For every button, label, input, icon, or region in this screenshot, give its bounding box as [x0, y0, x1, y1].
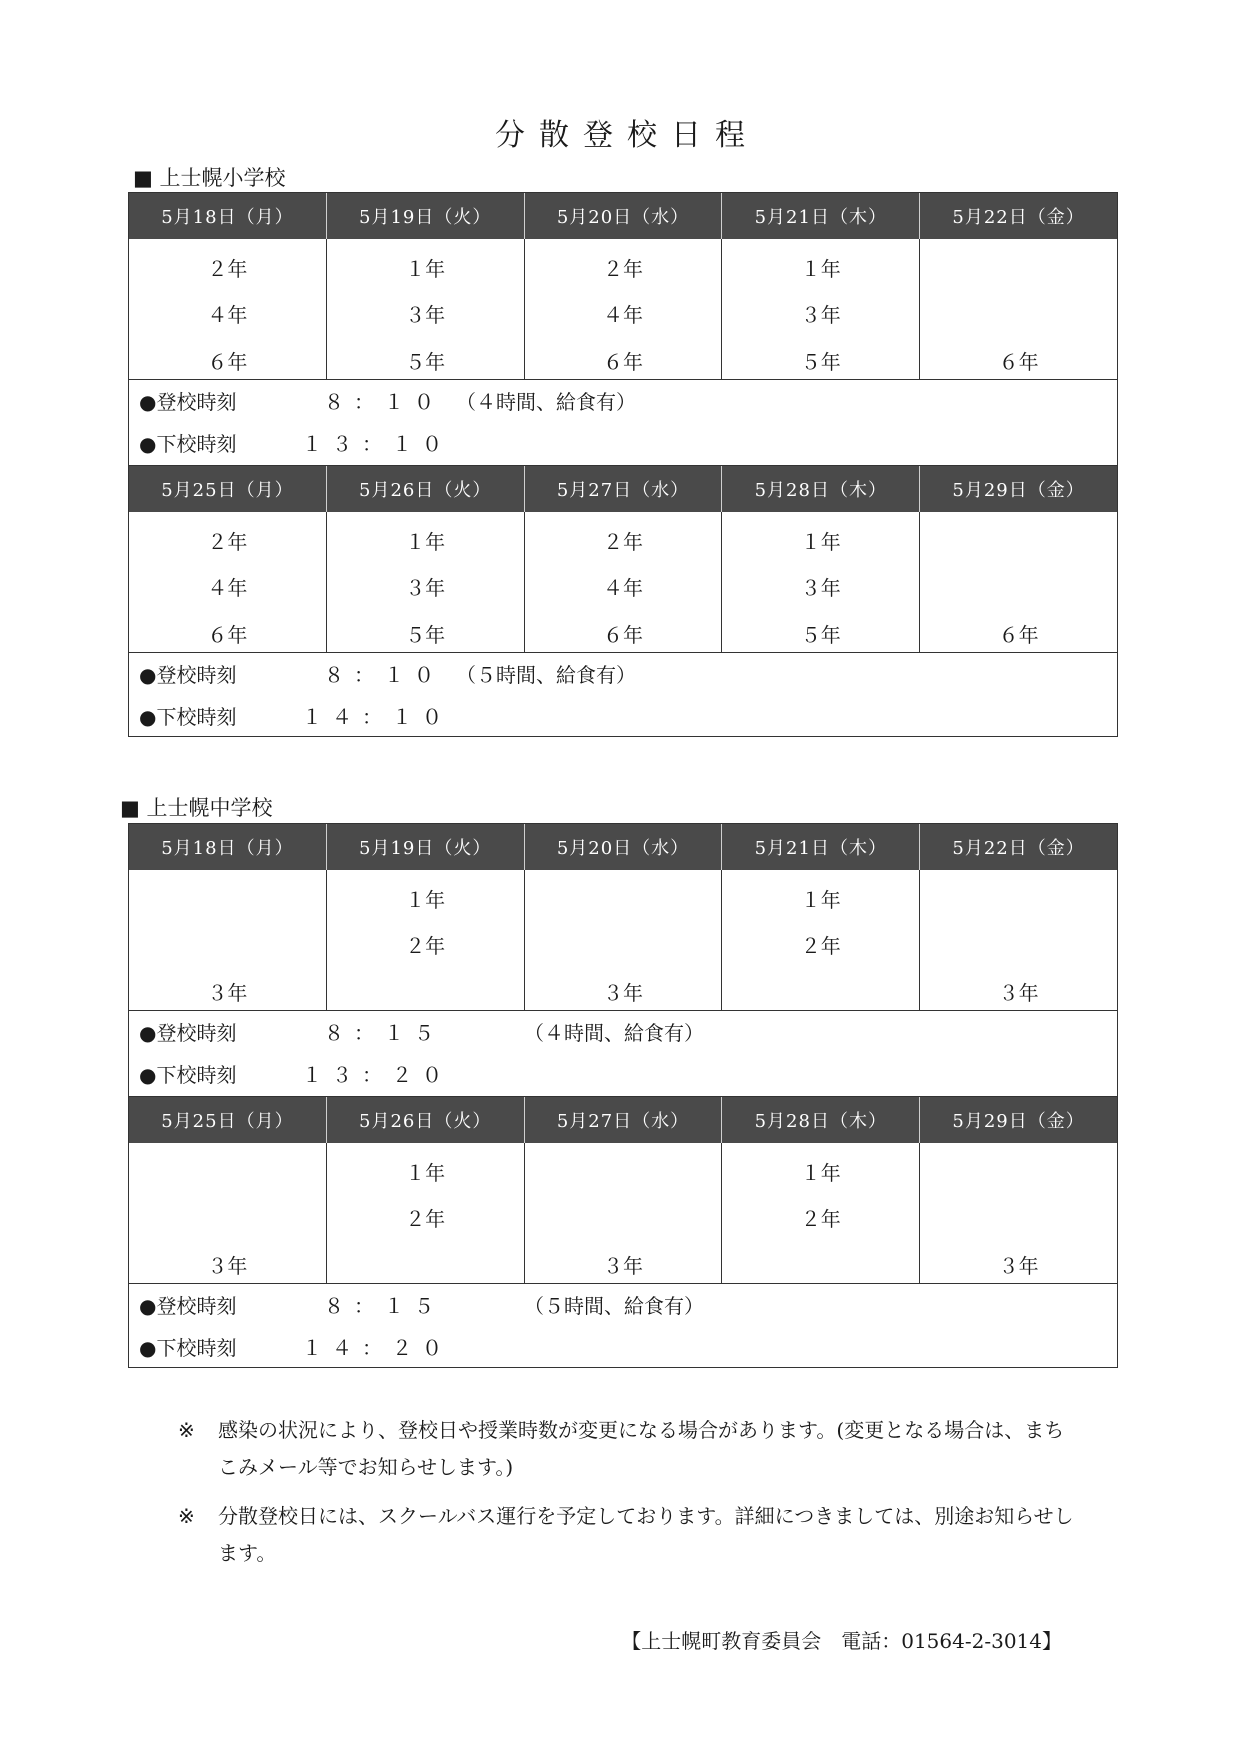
date-header-cell: 5月26日（火） — [327, 1097, 525, 1143]
grade-cell — [327, 239, 525, 379]
grade-label: ６年 — [998, 350, 1039, 374]
grade-row — [129, 239, 1117, 380]
grade-cell — [920, 1143, 1117, 1283]
grade-cell — [525, 870, 723, 1010]
date-header-cell: 5月22日（金） — [952, 838, 1085, 859]
grade-label: １年 — [800, 530, 841, 554]
dismissal-time: １３：１０ — [302, 432, 452, 456]
note-item — [178, 1412, 1078, 1486]
time-block — [129, 1284, 1117, 1367]
grade-label: ３年 — [207, 1254, 248, 1278]
arrival-note: （５時間、給食有） — [524, 1294, 704, 1318]
dismissal-label: ●下校時刻 — [139, 705, 237, 729]
grade-label: ５年 — [800, 623, 841, 647]
date-header-cell: 5月27日（水） — [525, 1097, 723, 1143]
arrival-time-line — [139, 1017, 1117, 1047]
notes — [178, 1412, 1078, 1584]
grade-label: ６年 — [207, 623, 248, 647]
date-header-cell: 5月20日（水） — [525, 193, 723, 239]
arrival-time: ８：１５ — [324, 1021, 444, 1045]
grade-label: ２年 — [800, 1207, 841, 1231]
dismissal-time: １４：１０ — [302, 705, 452, 729]
grade-label: １年 — [800, 1161, 841, 1185]
time-block — [129, 653, 1117, 736]
date-header-cell: 5月19日（火） — [327, 824, 525, 870]
grade-label: ２年 — [405, 1207, 446, 1231]
grade-cell — [722, 870, 920, 1010]
arrival-time-line — [139, 1290, 1117, 1320]
grade-cell — [525, 1143, 723, 1283]
time-block — [129, 1011, 1117, 1097]
dismissal-label: ●下校時刻 — [139, 1336, 237, 1360]
grade-label: ３年 — [602, 981, 643, 1005]
grade-label: １年 — [405, 257, 446, 281]
schedule-week — [129, 824, 1117, 1097]
grade-label: １年 — [405, 888, 446, 912]
grade-cell — [129, 239, 327, 379]
date-header-cell: 5月18日（月） — [129, 193, 327, 239]
schedule-week — [129, 1097, 1117, 1367]
date-header-row — [129, 824, 1117, 870]
date-header-cell: 5月21日（木） — [722, 193, 920, 239]
arrival-time-line — [139, 659, 1117, 689]
date-header-cell: 5月26日（火） — [327, 466, 525, 512]
grade-cell — [525, 239, 723, 379]
dismissal-time-line — [139, 1332, 1117, 1362]
grade-label: ４年 — [602, 576, 643, 600]
date-header-cell: 5月28日（木） — [722, 466, 920, 512]
grade-label: ３年 — [998, 981, 1039, 1005]
page-title: 分散登校日程 — [495, 118, 759, 153]
grade-label: １年 — [800, 257, 841, 281]
junior-high-school-heading: ■ 上士幌中学校 — [120, 796, 273, 820]
arrival-time-line — [139, 386, 1117, 416]
grade-label: ３年 — [405, 303, 446, 327]
grade-label: ５年 — [800, 350, 841, 374]
grade-label: ２年 — [602, 530, 643, 554]
schedule-week — [129, 193, 1117, 466]
date-header-cell: 5月19日（火） — [327, 193, 525, 239]
grade-label: ３年 — [207, 981, 248, 1005]
grade-cell — [525, 512, 723, 652]
note-text: 分散登校日には、スクールバス運行を予定しております。詳細につきましては、別途お知らせします。 — [218, 1504, 1074, 1565]
date-header-cell: 5月21日（木） — [722, 824, 920, 870]
grade-label: ５年 — [405, 350, 446, 374]
junior-high-schedule-table — [128, 823, 1118, 1368]
grade-cell — [722, 239, 920, 379]
grade-label: ６年 — [207, 350, 248, 374]
note-mark: ※ — [178, 1504, 195, 1528]
grade-label: ３年 — [800, 576, 841, 600]
grade-cell — [129, 1143, 327, 1283]
grade-label: ２年 — [207, 530, 248, 554]
grade-label: ３年 — [998, 1254, 1039, 1278]
dismissal-time-line — [139, 701, 1117, 731]
arrival-label: ●登校時刻 — [139, 1021, 237, 1045]
grade-cell — [722, 512, 920, 652]
arrival-note: （４時間、給食有） — [456, 390, 636, 414]
grade-label: １年 — [405, 1161, 446, 1185]
date-header-cell: 5月28日（木） — [722, 1097, 920, 1143]
date-header-row — [129, 466, 1117, 512]
grade-label: ６年 — [602, 623, 643, 647]
elementary-schedule-table — [128, 192, 1118, 737]
arrival-label: ●登校時刻 — [139, 663, 237, 687]
grade-cell — [920, 239, 1117, 379]
dismissal-time: １３：２０ — [302, 1063, 452, 1087]
date-header-cell: 5月29日（金） — [952, 1111, 1085, 1132]
dismissal-time-line — [139, 1059, 1117, 1089]
date-header-cell: 5月25日（月） — [129, 1097, 327, 1143]
dismissal-time-line — [139, 428, 1117, 458]
grade-label: １年 — [800, 888, 841, 912]
grade-label: ２年 — [602, 257, 643, 281]
arrival-label: ●登校時刻 — [139, 1294, 237, 1318]
note-item — [178, 1498, 1078, 1572]
arrival-label: ●登校時刻 — [139, 390, 237, 414]
date-header-cell: 5月29日（金） — [952, 480, 1085, 501]
grade-label: ４年 — [602, 303, 643, 327]
grade-cell — [920, 512, 1117, 652]
grade-cell — [327, 512, 525, 652]
grade-label: ２年 — [207, 257, 248, 281]
grade-row — [129, 512, 1117, 653]
grade-label: ４年 — [207, 303, 248, 327]
date-header-cell: 5月22日（金） — [952, 207, 1085, 228]
grade-label: ５年 — [405, 623, 446, 647]
grade-cell — [327, 1143, 525, 1283]
grade-cell — [129, 512, 327, 652]
date-header-cell: 5月20日（水） — [525, 824, 723, 870]
arrival-time: ８：１０ — [324, 663, 444, 687]
arrival-note: （４時間、給食有） — [524, 1021, 704, 1045]
grade-cell — [920, 870, 1117, 1010]
grade-cell — [327, 870, 525, 1010]
dismissal-label: ●下校時刻 — [139, 432, 237, 456]
grade-label: ４年 — [207, 576, 248, 600]
note-text: 感染の状況により、登校日や授業時数が変更になる場合があります。(変更となる場合は、まちこみメール等でお知らせします。) — [218, 1418, 1065, 1479]
grade-label: ２年 — [800, 934, 841, 958]
schedule-week — [129, 466, 1117, 736]
dismissal-time: １４：２０ — [302, 1336, 452, 1360]
dismissal-label: ●下校時刻 — [139, 1063, 237, 1087]
grade-cell — [129, 870, 327, 1010]
grade-label: ３年 — [405, 576, 446, 600]
date-header-cell: 5月18日（月） — [129, 824, 327, 870]
arrival-time: ８：１５ — [324, 1294, 444, 1318]
date-header-cell: 5月27日（水） — [525, 466, 723, 512]
date-header-row — [129, 193, 1117, 239]
arrival-note: （５時間、給食有） — [456, 663, 636, 687]
date-header-cell: 5月25日（月） — [129, 466, 327, 512]
note-mark: ※ — [178, 1418, 195, 1442]
grade-label: １年 — [405, 530, 446, 554]
elementary-school-heading: ■ 上士幌小学校 — [133, 166, 286, 190]
grade-row — [129, 870, 1117, 1011]
arrival-time: ８：１０ — [324, 390, 444, 414]
grade-label: ６年 — [602, 350, 643, 374]
date-header-row — [129, 1097, 1117, 1143]
grade-label: ６年 — [998, 623, 1039, 647]
grade-label: ３年 — [602, 1254, 643, 1278]
grade-label: ３年 — [800, 303, 841, 327]
grade-label: ２年 — [405, 934, 446, 958]
time-block — [129, 380, 1117, 466]
contact-footer: 【上士幌町教育委員会 電話：01564-2-3014】 — [621, 1629, 1062, 1653]
grade-cell — [722, 1143, 920, 1283]
grade-row — [129, 1143, 1117, 1284]
